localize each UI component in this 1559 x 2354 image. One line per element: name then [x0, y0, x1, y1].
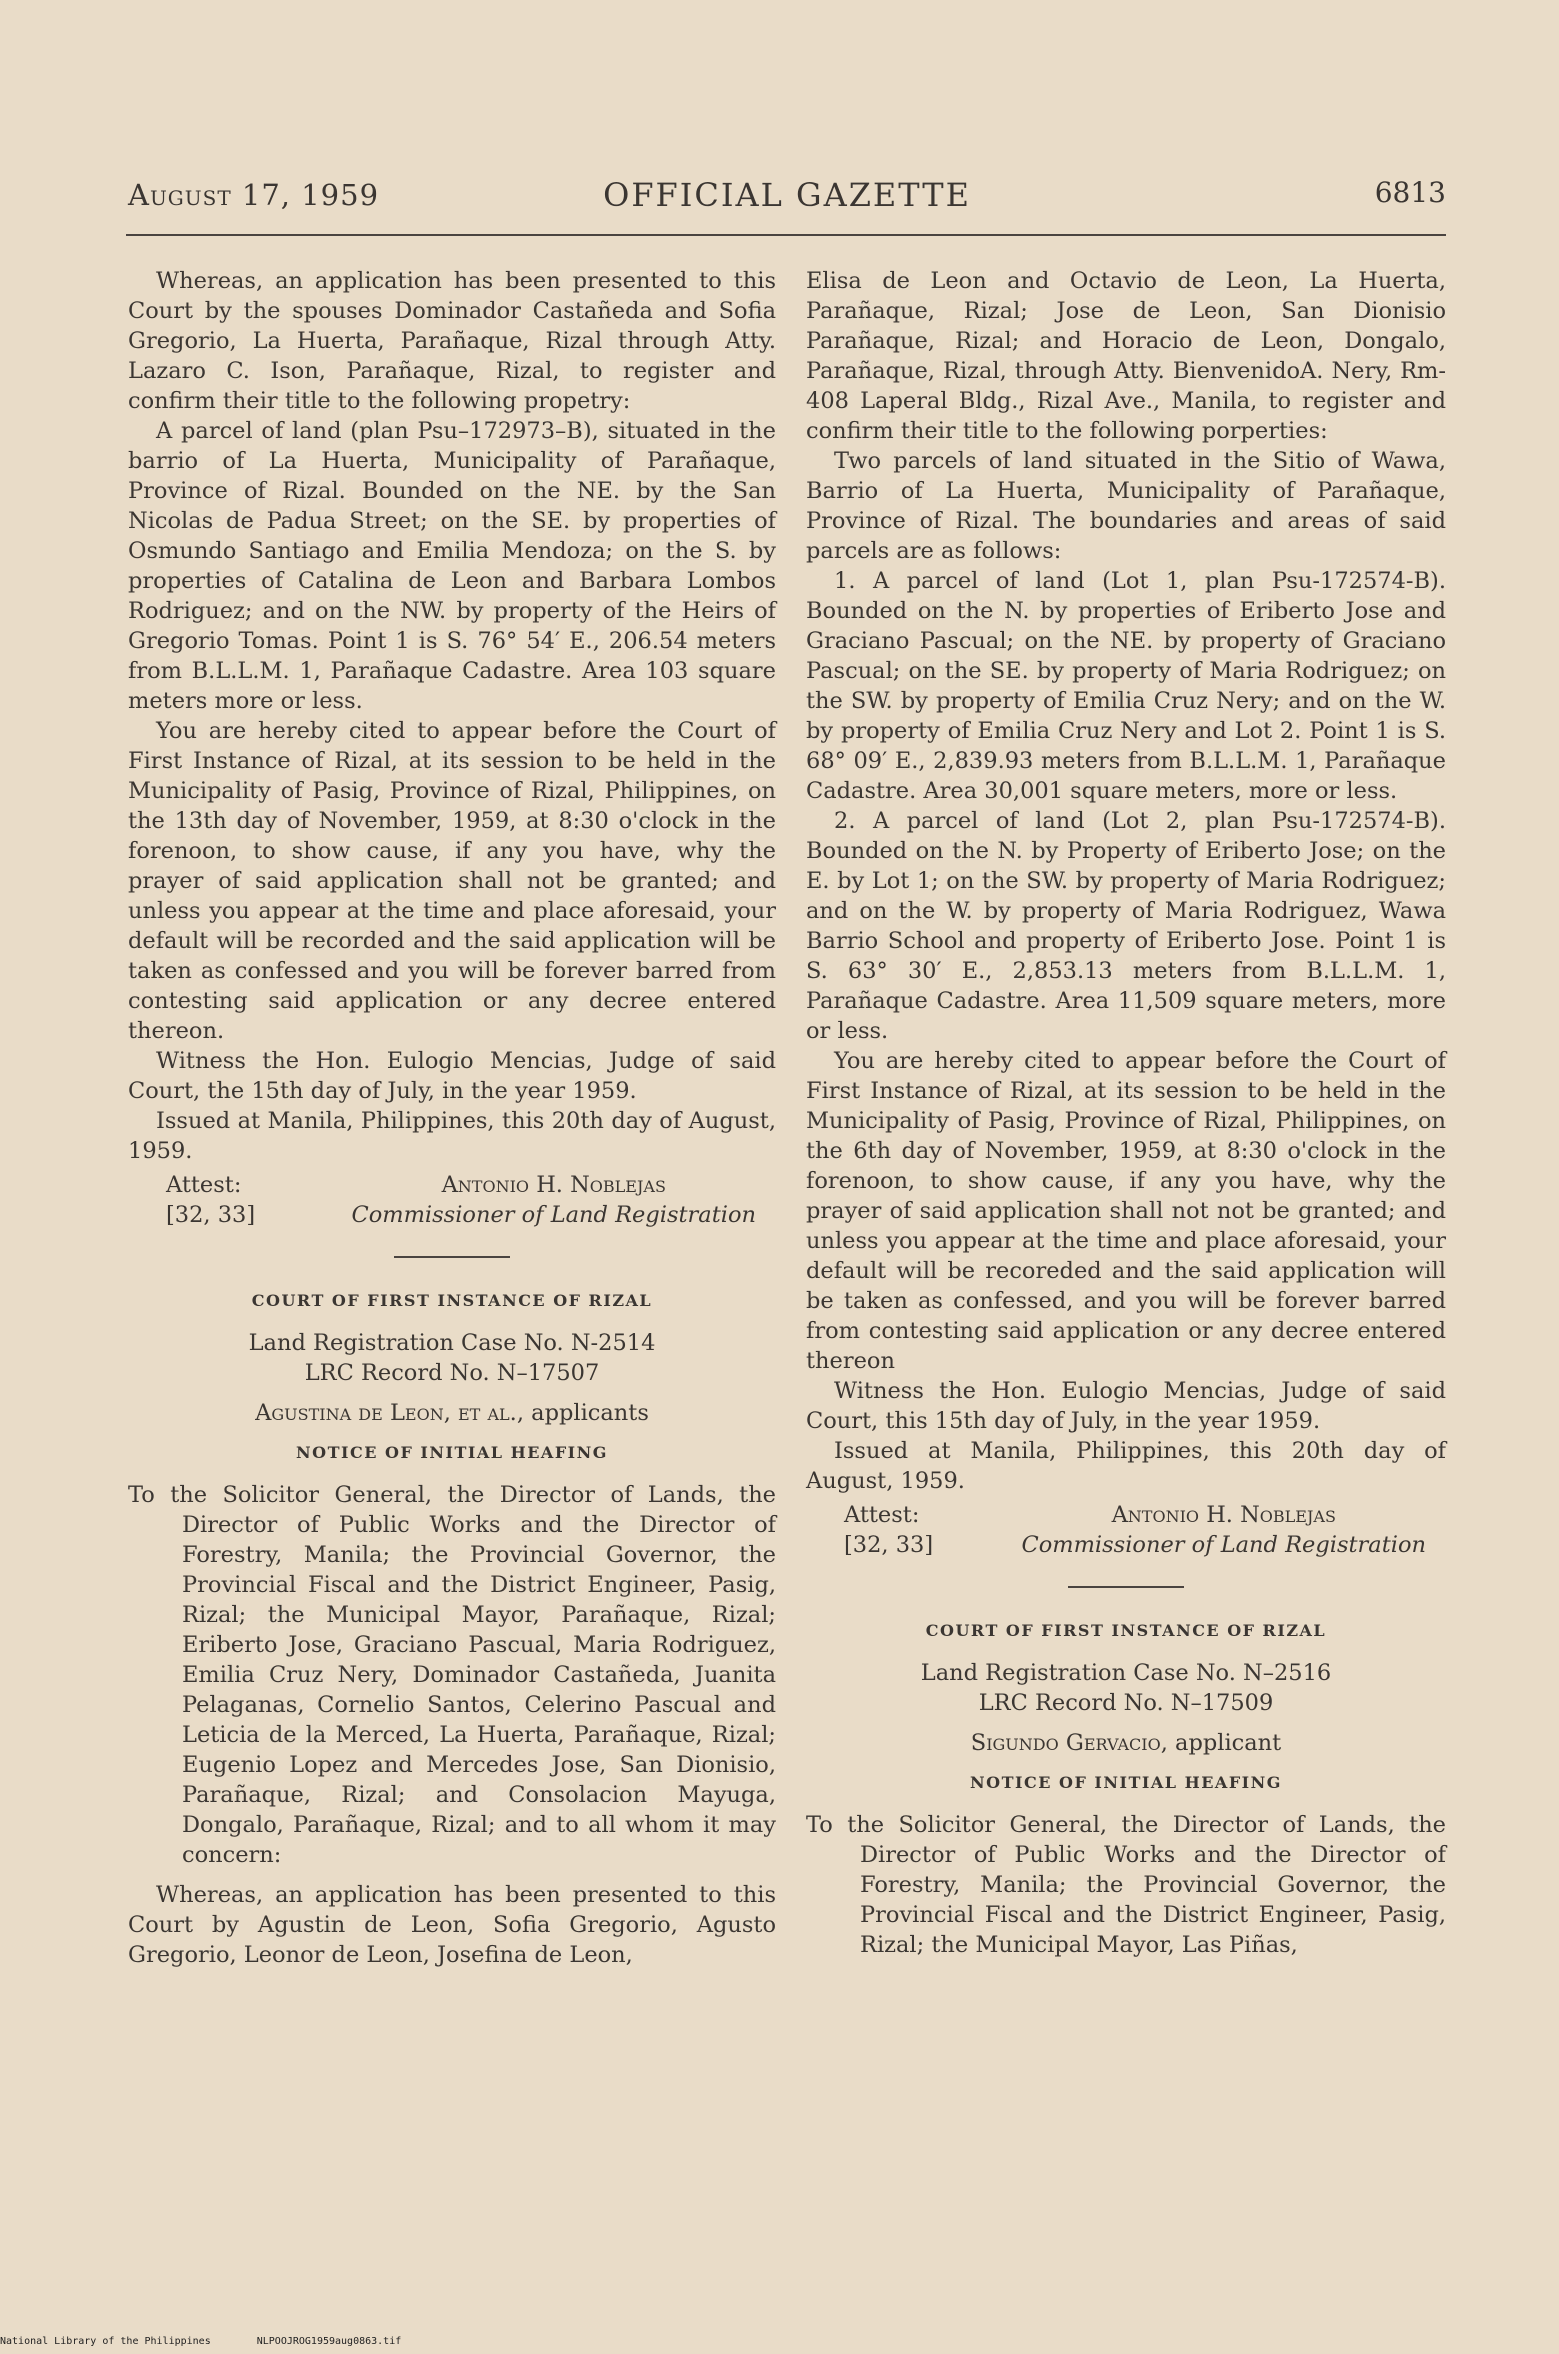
addressees: To the Solicitor General, the Director of Lands, the Director of Public Works and the Director of Forestry, Manila; the Provincial Governor, the Provincial Fiscal and the District Engineer, Pasig, Rizal; the Municipal Mayor, Parañaque, Rizal; Eriberto Jose, Graciano Pascual, Maria Rodriguez, Emilia Cruz Nery, Dominador Castañeda, Juanita Pelaganas, Cornelio Santos, Celerino Pascual and Leticia de la Merced, La Huerta, Parañaque, Rizal; Eugenio Lopez and Mercedes Jose, San Dionisio, Parañaque, Rizal; and Consolacion Mayuga, Dongalo, Parañaque, Rizal; and to all whom it may concern:: [128, 1482, 776, 1868]
attestation: [806, 1500, 1446, 1560]
addressees: To the Solicitor General, the Director of Lands, the Director of Public Works and the Director of Forestry, Manila; the Provincial Governor, the Provincial Fiscal and the District Engineer, Pasig, Rizal; the Municipal Mayor, Las Piñas,: [806, 1812, 1446, 1958]
attest-label: Attest:: [844, 1502, 920, 1528]
applicant-name: Agustina de Leon, et al.,: [255, 1400, 524, 1426]
paragraph: Whereas, an application has been presented to this Court by the spouses Dominador Castañeda and Sofia Gregorio, La Huerta, Parañaque, Rizal through Atty. Lazaro C. Ison, Parañaque, Rizal, to register and confirm their title to the following propetry:: [128, 268, 776, 414]
court-heading: COURT OF FIRST INSTANCE OF RIZAL: [251, 1291, 653, 1310]
notice-heading: NOTICE OF INITIAL HEAFING: [970, 1773, 1282, 1792]
attest-ref: [32, 33]: [844, 1532, 934, 1558]
paragraph: Issued at Manila, Philippines, this 20th day of August, 1959.: [806, 1438, 1446, 1494]
attest-label: Attest:: [166, 1172, 242, 1198]
header-rule: [126, 234, 1446, 236]
paragraph: Issued at Manila, Philippines, this 20th day of August, 1959.: [128, 1108, 776, 1164]
left-column: [128, 266, 776, 1970]
court-heading: COURT OF FIRST INSTANCE OF RIZAL: [925, 1621, 1327, 1640]
page-number: 6813: [1374, 176, 1446, 209]
paragraph: Two parcels of land situated in the Sitio of Wawa, Barrio of La Huerta, Municipality of Parañaque, Province of Rizal. The boundaries and areas of said parcels are as follows:: [806, 448, 1446, 564]
applicant-suffix: applicants: [524, 1400, 649, 1426]
paragraph: You are hereby cited to appear before the Court of First Instance of Rizal, at its session to be held in the Municipality of Pasig, Province of Rizal, Philippines, on the 13th day of November, 1959, at 8:30 o'clock in the forenoon, to show cause, if any you have, why the prayer of said application shall not be granted; and unless you appear at the time and place aforesaid, your default will be recorded and the said application will be taken as confessed and you will be forever barred from contesting said application or any decree entered thereon.: [128, 718, 776, 1044]
paragraph: Witness the Hon. Eulogio Mencias, Judge of said Court, this 15th day of July, in the year 1959.: [806, 1378, 1446, 1434]
publication-title: OFFICIAL GAZETTE: [603, 176, 971, 214]
attestation: [128, 1170, 776, 1230]
scan-filename: NLPOOJROG1959aug0863.tif: [256, 2336, 402, 2347]
applicant-line: [128, 1398, 776, 1428]
paragraph: You are hereby cited to appear before the Court of First Instance of Rizal, at its session to be held in the Municipality of Pasig, Province of Rizal, Philippines, on the 6th day of November, 1959, at 8:30 o'clock in the forenoon, to show cause, if any you have, why the prayer of said application shall not not be granted; and unless you appear at the time and place aforesaid, your default will be recoreded and the said application will be taken as confessed, and you will be forever barred from contesting said application or any decree entered thereon: [806, 1048, 1446, 1374]
attest-name: Antonio H. Noblejas: [1111, 1502, 1336, 1528]
scan-footer: [0, 2336, 441, 2347]
attest-right: [1022, 1500, 1427, 1560]
paragraph: 2. A parcel of land (Lot 2, plan Psu-172574-B). Bounded on the N. by Property of Eriberto Jose; on the E. by Lot 1; on the SW. by property of Maria Rodriguez; and on the W. by property of Maria Rodriguez, Wawa Barrio School and property of Eriberto Jose. Point 1 is S. 63° 30′ E., 2,853.13 meters from B.L.L.M. 1, Parañaque Cadastre. Area 11,509 square meters, more or less.: [806, 808, 1446, 1044]
case-number: Land Registration Case No. N-2514: [248, 1330, 656, 1356]
page-header: [128, 178, 1446, 222]
attest-name: Antonio H. Noblejas: [441, 1172, 666, 1198]
paragraph: Elisa de Leon and Octavio de Leon, La Huerta, Parañaque, Rizal; Jose de Leon, San Dionisio Parañaque, Rizal; and Horacio de Leon, Dongalo, Parañaque, Rizal, through Atty. BienvenidoA. Nery, Rm-408 Laperal Bldg., Rizal Ave., Manila, to register and confirm their title to the following porperties:: [806, 268, 1446, 444]
notice-heading: NOTICE OF INITIAL HEAFING: [296, 1443, 608, 1462]
right-column: [806, 266, 1446, 1960]
lrc-record: LRC Record No. N–17509: [978, 1690, 1274, 1716]
attest-title: Commissioner of Land Registration: [351, 1202, 756, 1228]
attest-title: Commissioner of Land Registration: [1021, 1532, 1426, 1558]
paragraph: 1. A parcel of land (Lot 1, plan Psu-172574-B). Bounded on the N. by properties of Eriberto Jose and Graciano Pascual; on the NE. by property of Graciano Pascual; on the SE. by property of Maria Rodriguez; on the SW. by property of Emilia Cruz Nery; and on the W. by property of Emilia Cruz Nery and Lot 2. Point 1 is S. 68° 09′ E., 2,839.93 meters from B.L.L.M. 1, Parañaque Cadastre. Area 30,001 square meters, more or less.: [806, 568, 1446, 804]
attest-left: [844, 1500, 933, 1560]
lrc-record: LRC Record No. N–17507: [304, 1360, 600, 1386]
paragraph: A parcel of land (plan Psu–172973–B), situated in the barrio of La Huerta, Municipality of Parañaque, Province of Rizal. Bounded on the NE. by the San Nicolas de Padua Street; on the SE. by properties of Osmundo Santiago and Emilia Mendoza; on the S. by properties of Catalina de Leon and Barbara Lombos Rodriguez; and on the NW. by property of the Heirs of Gregorio Tomas. Point 1 is S. 76° 54′ E., 206.54 meters from B.L.L.M. 1, Parañaque Cadastre. Area 103 square meters more or less.: [128, 418, 776, 714]
section-divider: [394, 1256, 510, 1258]
paragraph: Whereas, an application has been presented to this Court by Agustin de Leon, Sofia Gregorio, Agusto Gregorio, Leonor de Leon, Josefina de Leon,: [128, 1882, 776, 1968]
attest-ref: [32, 33]: [166, 1202, 256, 1228]
applicant-line: [806, 1728, 1446, 1758]
library-credit: National Library of the Philippines: [0, 2336, 211, 2347]
applicant-name: Sigundo Gervacio,: [970, 1730, 1168, 1756]
attest-right: [352, 1170, 757, 1230]
attest-left: [166, 1170, 255, 1230]
section-divider: [1068, 1586, 1184, 1588]
applicant-suffix: applicant: [1167, 1730, 1282, 1756]
paragraph: Witness the Hon. Eulogio Mencias, Judge of said Court, the 15th day of July, in the year 1959.: [128, 1048, 776, 1104]
issue-date: August 17, 1959: [128, 178, 380, 212]
case-number: Land Registration Case No. N–2516: [920, 1660, 1332, 1686]
